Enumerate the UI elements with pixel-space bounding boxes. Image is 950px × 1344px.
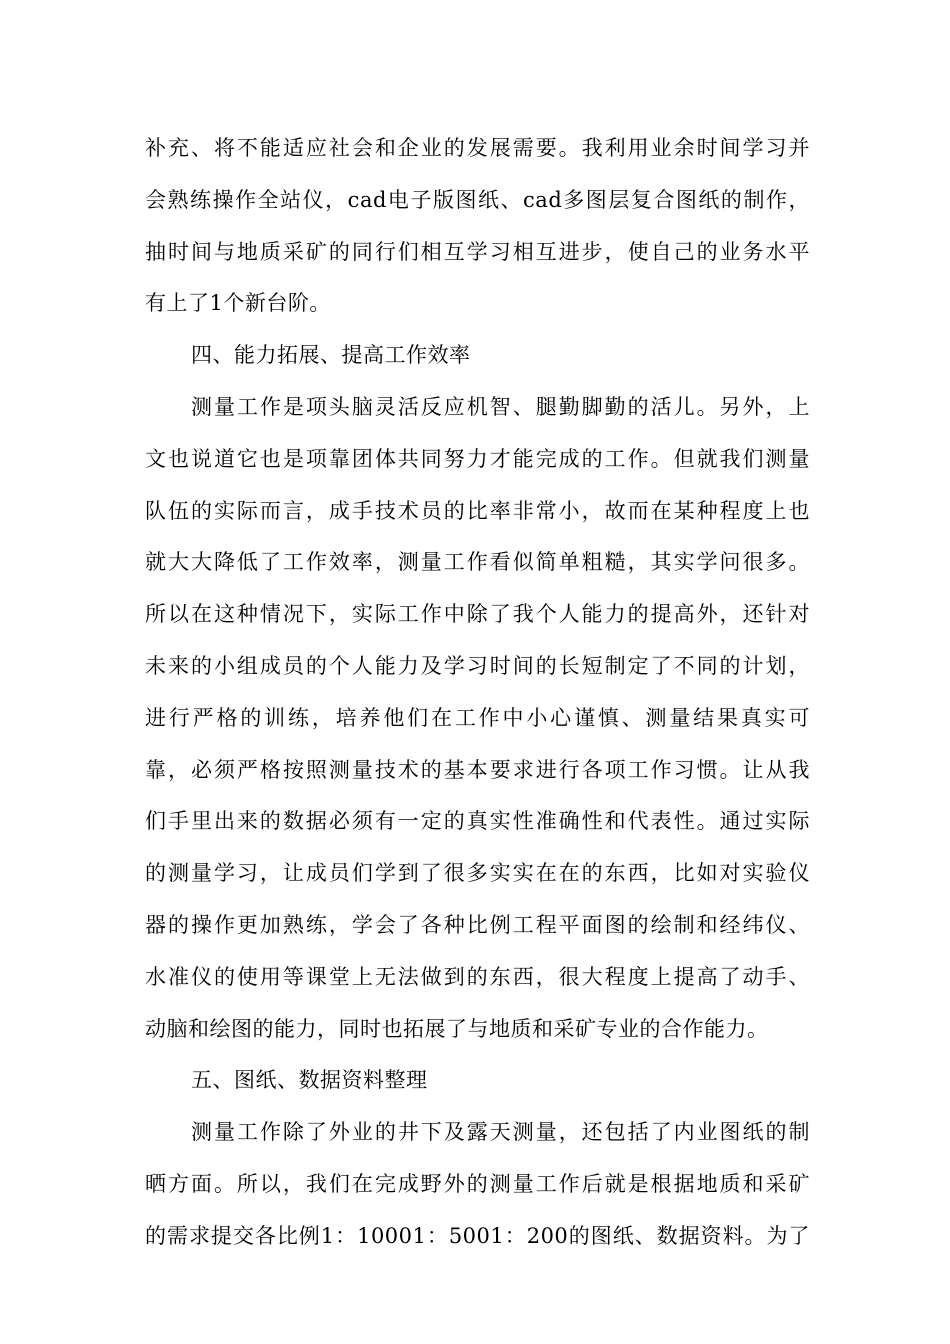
document-body: [145, 126, 810, 1266]
text-line: 们手里出来的数据必须有一定的真实性准确性和代表性。通过实际: [145, 809, 810, 834]
text-line: 器的操作更加熟练，学会了各种比例工程平面图的绘制和经纬仪、: [145, 912, 810, 937]
text-line: 就大大降低了工作效率，测量工作看似简单粗糙，其实学问很多。: [145, 550, 810, 575]
text-line: 所以在这种情况下，实际工作中除了我个人能力的提高外，还针对: [145, 602, 810, 627]
text-line: 五、图纸、数据资料整理: [191, 1068, 428, 1093]
text-line: 靠，必须严格按照测量技术的基本要求进行各项工作习惯。让从我: [145, 757, 810, 782]
text-line: 测量工作是项头脑灵活反应机智、腿勤脚勤的活儿。另外，上: [191, 394, 810, 419]
text-line: 晒方面。所以，我们在完成野外的测量工作后就是根据地质和采矿: [145, 1171, 810, 1196]
text-line: 动脑和绘图的能力，同时也拓展了与地质和采矿专业的合作能力。: [145, 1016, 769, 1041]
text-line: 会熟练操作全站仪，cad电子版图纸、cad多图层复合图纸的制作，: [145, 187, 810, 212]
text-line: 未来的小组成员的个人能力及学习时间的长短制定了不同的计划，: [145, 653, 810, 678]
text-line: 测量工作除了外业的井下及露天测量，还包括了内业图纸的制: [191, 1120, 810, 1145]
text-line: 队伍的实际而言，成手技术员的比率非常小，故而在某种程度上也: [145, 498, 810, 523]
text-line: 抽时间与地质采矿的同行们相互学习相互进步，使自己的业务水平: [145, 239, 810, 264]
text-line: 的测量学习，让成员们学到了很多实实在在的东西，比如对实验仪: [145, 861, 810, 886]
text-line: 水准仪的使用等课堂上无法做到的东西，很大程度上提高了动手、: [145, 964, 810, 989]
text-line: 补充、将不能适应社会和企业的发展需要。我利用业余时间学习并: [145, 136, 810, 160]
text-line: 进行严格的训练，培养他们在工作中小心谨慎、测量结果真实可: [145, 705, 810, 730]
text-line: 有上了1个新台阶。: [145, 291, 331, 316]
text-line: 文也说道它也是项靠团体共同努力才能完成的工作。但就我们测量: [145, 446, 810, 471]
text-line: 的需求提交各比例1：10001：5001：200的图纸、数据资料。为了: [145, 1223, 810, 1248]
text-line: 四、能力拓展、提高工作效率: [191, 343, 471, 368]
